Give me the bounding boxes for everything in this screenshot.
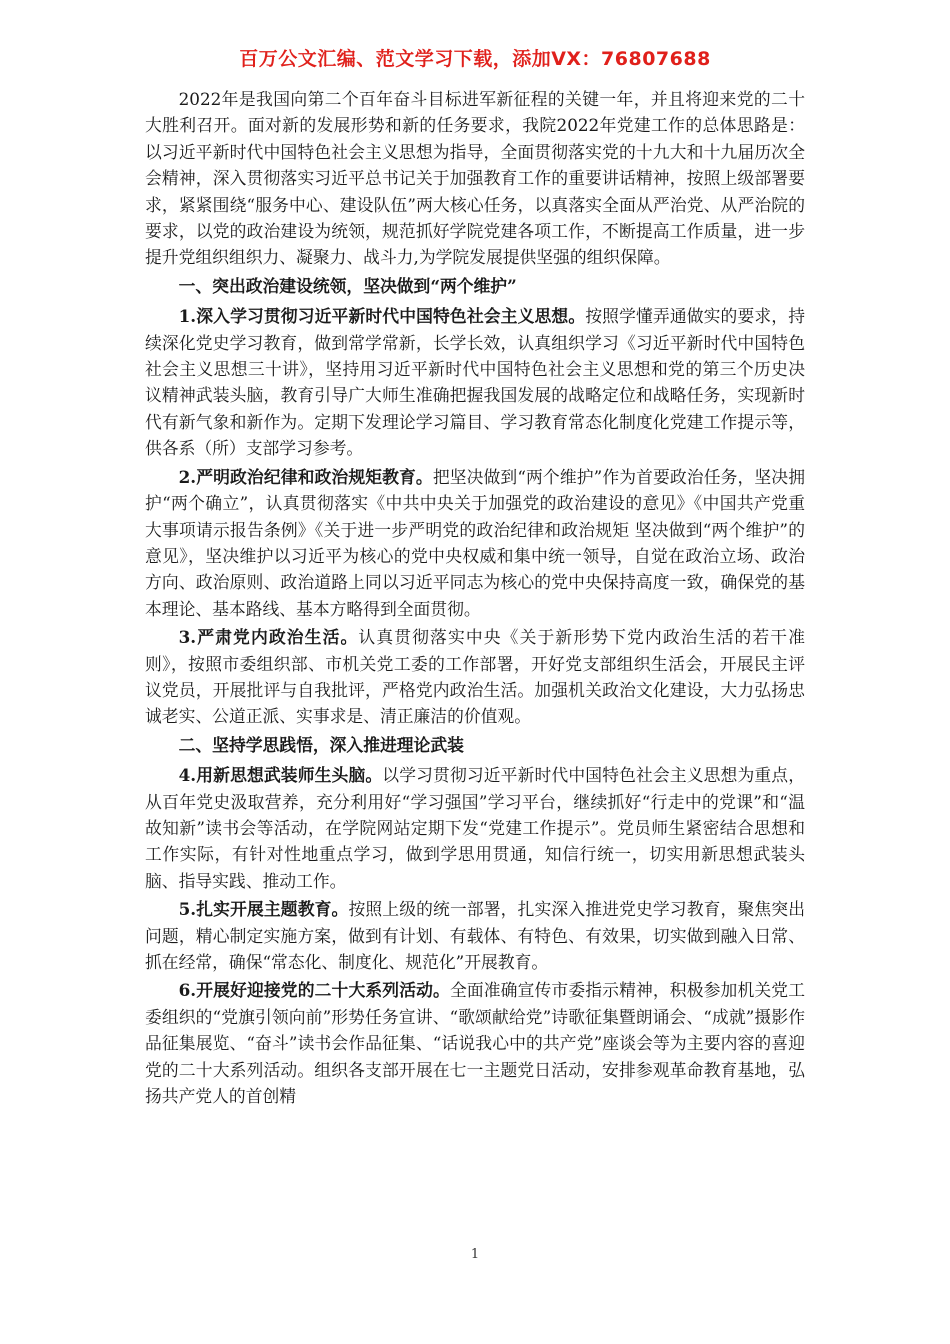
item-text: 全面准确宣传市委指示精神，积极参加机关党工委组织的“党旗引领向前”形势任务宣讲、“歌颂献给党”诗歌征集暨朗诵会、“成就”摄影作品征集展览、“奋斗”读书会作品征集、“话说我心中的共产党”座谈会等为主要内容的喜迎党的二十大系列活动。组织各支部开展在七一主题党日活动，安排参观革命教育基地，弘扬共产党人的首创精 (145, 980, 805, 1107)
header-banner: 百万公文汇编、范文学习下载，添加VX：76807688 (239, 48, 711, 70)
item-title: 1.深入学习贯彻习近平新时代中国特色社会主义思想。 (178, 306, 586, 327)
intro-paragraph: 2022年是我国向第二个百年奋斗目标进军新征程的关键一年，并且将迎来党的二十大胜利召开。面对新的发展形势和新的任务要求，我院2022年党建工作的总体思路是：以习近平新时代中国特色社会主义思想为指导，全面贯彻落实党的十九大和十九届历次全会精神，深入贯彻落实习近平总书记关于加强教育工作的重要讲话精神，按照上级部署要求，紧紧围绕“服务中心、建设队伍”两大核心任务，以真落实全面从严治党、从严治院的要求，以党的政治建设为统领，规范抓好学院党建各项工作，不断提高工作质量，进一步提升党组织组织力、凝聚力、战斗力,为学院发展提供坚强的组织保障。 (145, 89, 805, 268)
document-body (145, 86, 805, 1109)
list-item (145, 622, 805, 730)
section-heading: 二、坚持学思践悟，深入推进理论武装 (178, 734, 464, 755)
list-item (145, 760, 805, 894)
item-text: 把坚决做到“两个维护”作为首要政治任务，坚决拥护“两个确立”，认真贯彻落实《中共中央关于加强党的政治建设的意见》《中国共产党重大事项请示报告条例》《关于进一步严明党的政治纪律和政治规矩 坚决做到“两个维护”的意见》，坚决维护以习近平为核心的党中央权威和集中统一领导，自觉在政治立场、政治方向、政治原则、政治道路上同以习近平同志为核心的党中央保持高度一致，确保党的基本理论、基本路线、基本方略得到全面贯彻。 (145, 466, 805, 619)
section-heading: 一、突出政治建设统领，坚决做到“两个维护” (178, 275, 517, 296)
item-title: 5.扎实开展主题教育。 (178, 899, 349, 920)
item-text: 按照学懂弄通做实的要求，持续深化党史学习教育，做到常学常新，长学长效，认真组织学习《习近平新时代中国特色社会主义思想三十讲》，坚持用习近平新时代中国特色社会主义思想和党的第三个历史决议精神武装头脑，教育引导广大师生准确把握我国发展的战略定位和战略任务，实现新时代有新气象和新作为。定期下发理论学习篇目、学习教育常态化制度化党建工作提示等，供各系（所）支部学习参考。 (145, 306, 805, 459)
item-title: 3.严肃党内政治生活。 (178, 627, 359, 648)
list-item (145, 462, 805, 622)
list-item (145, 301, 805, 461)
item-title: 6.开展好迎接党的二十大系列活动。 (178, 980, 450, 1001)
item-title: 2.严明政治纪律和政治规矩教育。 (178, 466, 433, 487)
item-text: 以学习贯彻习近平新时代中国特色社会主义思想为重点，从百年党史汲取营养，充分利用好“学习强国”学习平台，继续抓好“行走中的党课”和“温故知新”读书会等活动，在学院网站定期下发“党建工作提示”。党员师生紧密结合思想和工作实际，有针对性地重点学习，做到学思用贯通，知信行统一，切实用新思想武装头脑、指导实践、推动工作。 (145, 765, 805, 891)
item-text: 认真贯彻落实中央《关于新形势下党内政治生活的若干准则》，按照市委组织部、市机关党工委的工作部署，开好党支部组织生活会，开展民主评议党员，开展批评与自我批评，严格党内政治生活。加强机关政治文化建设，大力弘扬忠诚老实、公道正派、实事求是、清正廉洁的价值观。 (145, 627, 805, 727)
page-number: 1 (470, 1247, 480, 1262)
list-item (145, 975, 805, 1109)
item-text: 按照上级的统一部署，扎实深入推进党史学习教育，聚焦突出问题，精心制定实施方案，做到有计划、有载体、有特色、有效果，切实做到融入日常、抓在经常，确保“常态化、制度化、规范化”开展教育。 (145, 899, 805, 972)
list-item (145, 894, 805, 975)
item-title: 4.用新思想武装师生头脑。 (178, 765, 383, 786)
